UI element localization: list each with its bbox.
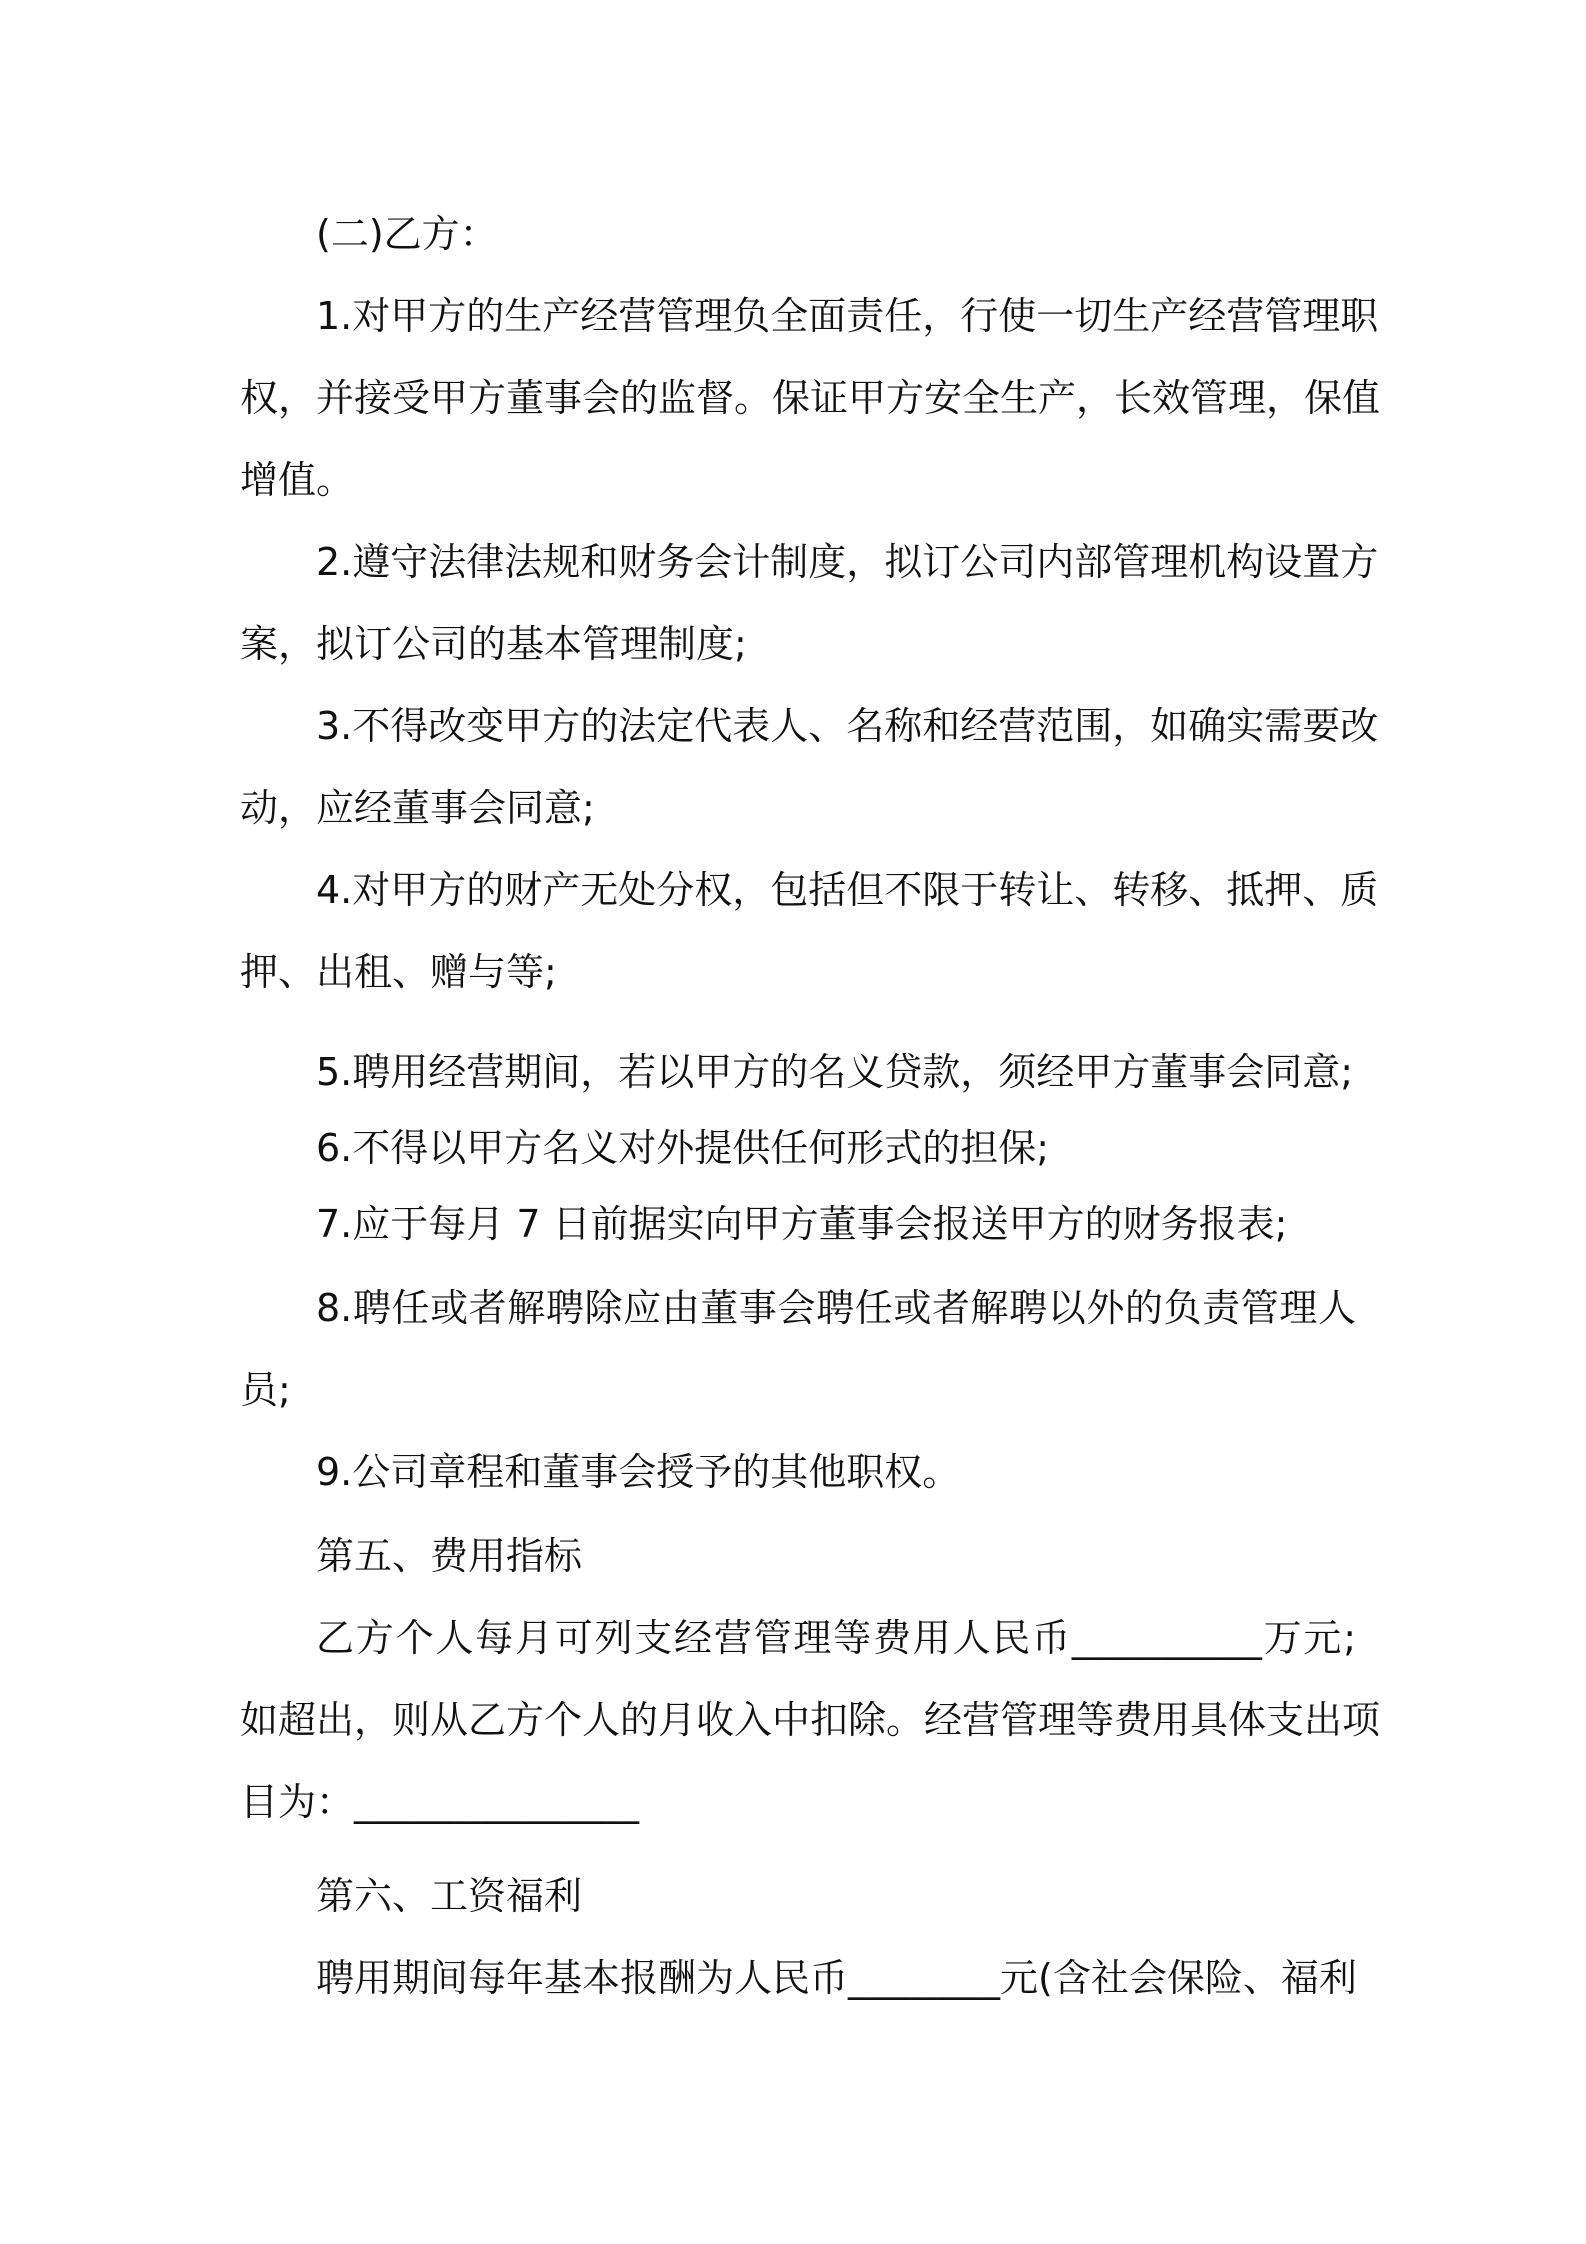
- clause-8-line-1: 8.聘任或者解聘除应由董事会聘任或者解聘以外的负责管理人: [316, 1286, 1356, 1330]
- clause-2-line-1: 2.遵守法律法规和财务会计制度，拟订公司内部管理机构设置方: [316, 540, 1379, 584]
- clause-8-line-2: 员;: [240, 1368, 291, 1412]
- clause-4-line-2: 押、出租、赠与等;: [240, 950, 557, 994]
- clause-7: 7.应于每月 7 日前据实向甲方董事会报送甲方的财务报表;: [316, 1202, 1288, 1246]
- expense-line-2: 如超出，则从乙方个人的月收入中扣除。经营管理等费用具体支出项: [240, 1698, 1381, 1742]
- clause-1-line-3: 增值。: [240, 458, 355, 502]
- expense-line-1: 乙方个人每月可列支经营管理等费用人民币__________万元;: [316, 1616, 1356, 1660]
- clause-2-line-2: 案，拟订公司的基本管理制度;: [240, 622, 747, 666]
- clause-1-line-2: 权，并接受甲方董事会的监督。保证甲方安全生产，长效管理，保值: [240, 376, 1381, 420]
- clause-1-line-1: 1.对甲方的生产经营管理负全面责任，行使一切生产经营管理职: [316, 294, 1379, 338]
- clause-3-line-2: 动，应经董事会同意;: [240, 786, 595, 830]
- clause-3-line-1: 3.不得改变甲方的法定代表人、名称和经营范围，如确实需要改: [316, 704, 1379, 748]
- clause-5: 5.聘用经营期间，若以甲方的名义贷款，须经甲方董事会同意;: [316, 1050, 1354, 1094]
- expense-line-3: 目为：_______________: [240, 1780, 640, 1824]
- clause-4-line-1: 4.对甲方的财产无处分权，包括但不限于转让、转移、抵押、质: [316, 868, 1379, 912]
- clause-6: 6.不得以甲方名义对外提供任何形式的担保;: [316, 1126, 1050, 1170]
- salary-line-1: 聘用期间每年基本报酬为人民币________元(含社会保险、福利: [316, 1956, 1357, 2000]
- section-6-heading: 第六、工资福利: [316, 1874, 583, 1918]
- clause-9: 9.公司章程和董事会授予的其他职权。: [316, 1450, 961, 1494]
- section-5-heading: 第五、费用指标: [316, 1534, 583, 1578]
- party-b-heading: (二)乙方：: [316, 212, 498, 256]
